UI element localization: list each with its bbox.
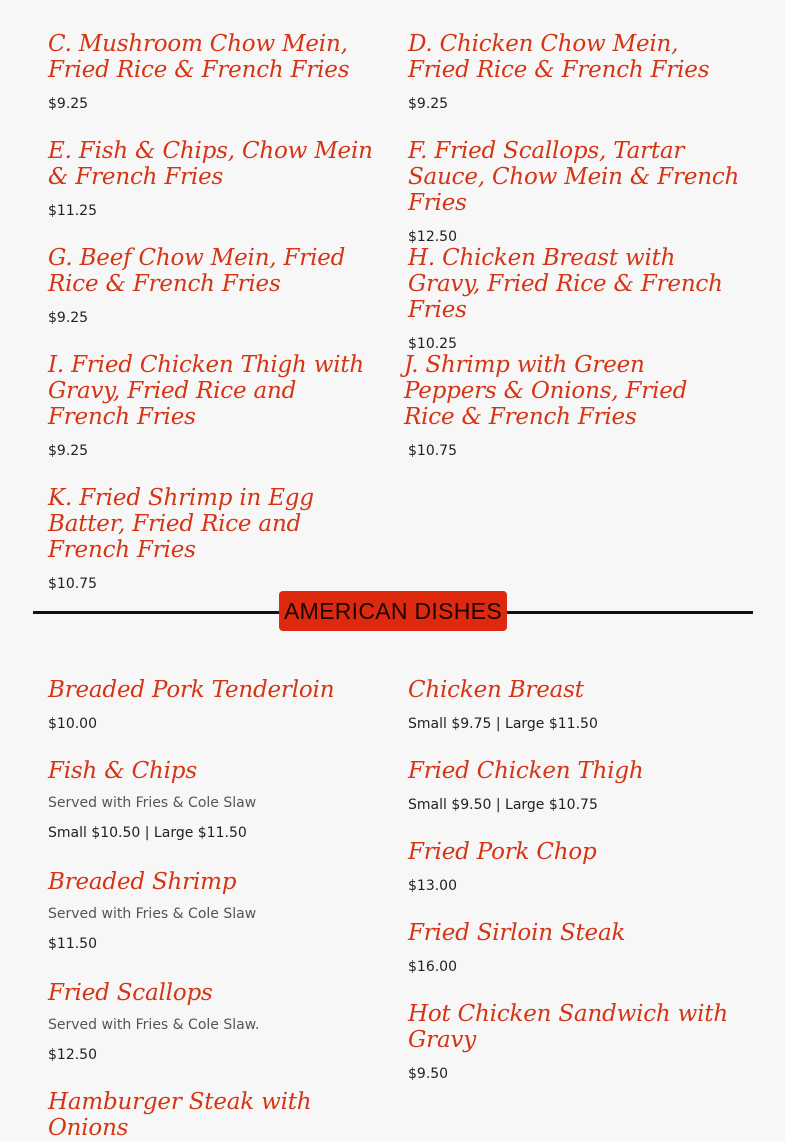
menu-item-name: Hot Chicken Sandwich with Gravy — [408, 1001, 728, 1053]
menu-item-combo-f — [408, 138, 743, 246]
menu-item-name: Fried Sirloin Steak — [408, 920, 626, 946]
menu-item-hot-chicken-sandwich — [408, 1001, 743, 1083]
menu-item-fried-pork-chop — [408, 839, 597, 895]
menu-item-fried-sirloin — [408, 920, 625, 976]
menu-item-name: J. Shrimp with Green Peppers & Onions, Fried Rice & French Fries — [404, 352, 688, 430]
menu-item-price: $11.50 — [48, 936, 97, 952]
menu-item-price: $9.25 — [48, 443, 89, 459]
menu-item-combo-h — [408, 245, 743, 353]
menu-item-price: $11.25 — [48, 203, 97, 219]
menu-item-price: $9.25 — [48, 310, 89, 326]
menu-item-breaded-shrimp — [48, 869, 256, 953]
menu-item-description: Served with Fries & Cole Slaw — [48, 906, 257, 922]
menu-item-price: Small $9.75 | Large $11.50 — [408, 716, 598, 732]
menu-item-price: $12.50 — [48, 1047, 97, 1063]
menu-item-hamburger-steak — [48, 1089, 380, 1141]
menu-item-price: $10.25 — [408, 336, 457, 352]
menu-item-price: $9.50 — [408, 1066, 449, 1082]
menu-item-combo-k — [48, 485, 380, 593]
menu-item-name: I. Fried Chicken Thigh with Gravy, Fried Rice and French Fries — [48, 352, 365, 430]
menu-item-price: $13.00 — [408, 878, 457, 894]
menu-item-combo-i — [48, 352, 380, 460]
menu-item-fried-chicken-thigh — [408, 758, 644, 814]
menu-item-price: $9.25 — [408, 96, 449, 112]
menu-item-price: $10.75 — [408, 443, 457, 459]
menu-item-fish-chips — [48, 758, 256, 842]
menu-item-price: $10.00 — [48, 716, 97, 732]
menu-item-name: Fried Scallops — [48, 980, 213, 1006]
menu-item-chicken-breast — [408, 677, 598, 733]
menu-item-combo-c — [48, 31, 380, 113]
menu-item-price: $10.75 — [48, 576, 97, 592]
menu-item-name: Chicken Breast — [408, 677, 584, 703]
menu-item-name: C. Mushroom Chow Mein, Fried Rice & French Fries — [48, 31, 350, 83]
menu-item-name: Fried Chicken Thigh — [408, 758, 644, 784]
menu-item-combo-g — [48, 245, 380, 327]
menu-item-price: Small $9.50 | Large $10.75 — [408, 797, 598, 813]
menu-item-name: G. Beef Chow Mein, Fried Rice & French Fries — [48, 245, 346, 297]
menu-item-name: Hamburger Steak with Onions — [48, 1089, 312, 1141]
menu-item-name: K. Fried Shrimp in Egg Batter, Fried Rice and French Fries — [48, 485, 314, 563]
menu-item-name: D. Chicken Chow Mein, Fried Rice & French Fries — [408, 31, 710, 83]
menu-item-combo-j — [404, 352, 743, 460]
menu-item-name: Breaded Shrimp — [48, 869, 237, 895]
menu-item-price: $9.25 — [48, 96, 89, 112]
menu-item-price: $12.50 — [408, 229, 457, 245]
menu-item-price: $16.00 — [408, 959, 457, 975]
menu-item-price: Small $10.50 | Large $11.50 — [48, 825, 247, 841]
menu-item-name: F. Fried Scallops, Tartar Sauce, Chow Mein & French Fries — [408, 138, 740, 216]
menu-item-fried-scallops — [48, 980, 259, 1064]
menu-item-name: Breaded Pork Tenderloin — [48, 677, 335, 703]
section-title-american-dishes: AMERICAN DISHES — [279, 591, 507, 631]
menu-item-combo-d — [408, 31, 743, 113]
menu-item-name: E. Fish & Chips, Chow Mein & French Fries — [48, 138, 373, 190]
menu-item-name: Fish & Chips — [48, 758, 197, 784]
menu-item-combo-e — [48, 138, 380, 220]
menu-item-description: Served with Fries & Cole Slaw — [48, 795, 257, 811]
menu-item-description: Served with Fries & Cole Slaw. — [48, 1017, 260, 1033]
menu-item-name: H. Chicken Breast with Gravy, Fried Rice & French Fries — [408, 245, 723, 323]
menu-item-pork-tenderloin — [48, 677, 334, 733]
menu-item-name: Fried Pork Chop — [408, 839, 597, 865]
